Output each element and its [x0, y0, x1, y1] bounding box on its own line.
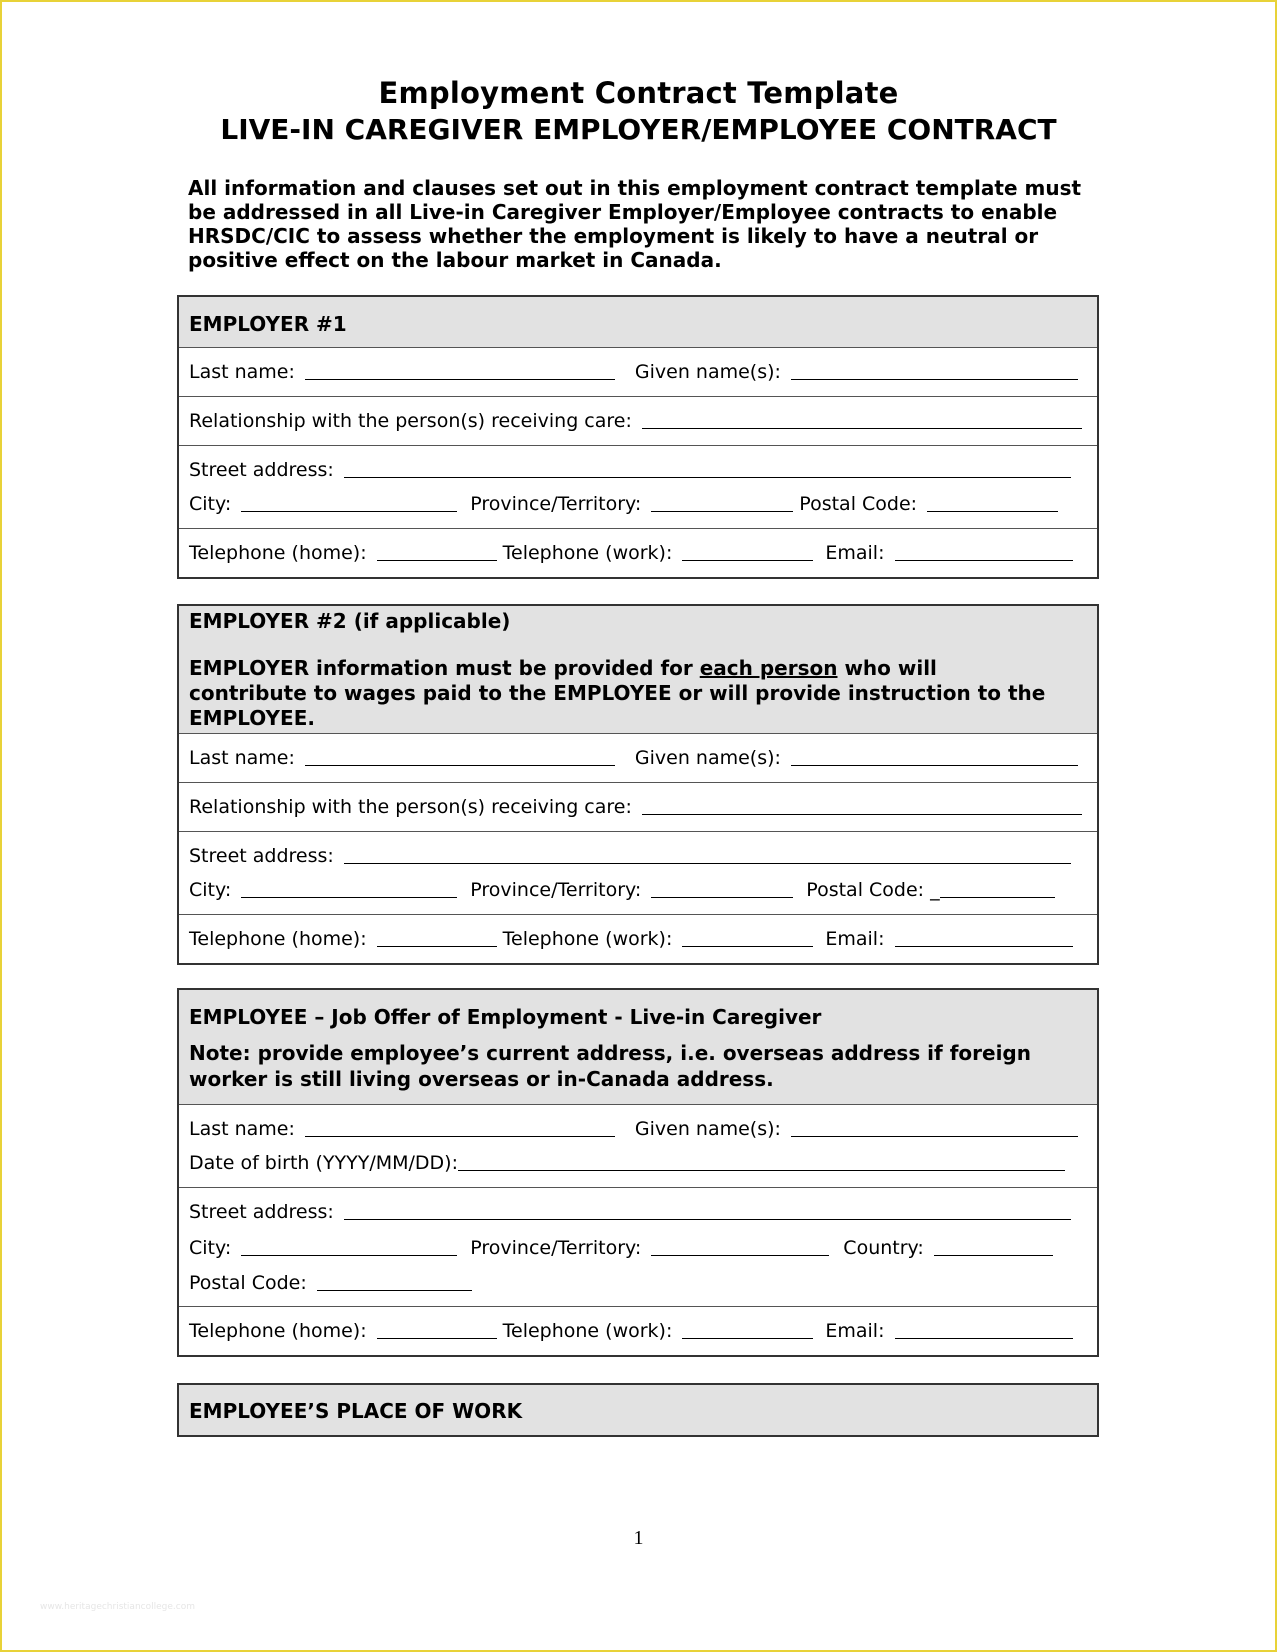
city-label: City:: [189, 493, 232, 515]
date-of-birth-label: Date of birth (YYYY/MM/DD):: [189, 1152, 458, 1174]
place-of-work-header: [179, 1385, 1097, 1435]
telephone-home-label: Telephone (home):: [189, 542, 367, 564]
intro-line: positive effect on the labour market in Canada.: [188, 248, 722, 272]
telephone-work-label: Telephone (work):: [502, 1320, 673, 1342]
employer2-contact-row: [179, 914, 1097, 963]
telephone-work-field[interactable]: [682, 1319, 813, 1339]
city-field[interactable]: [241, 878, 457, 898]
postal-code-field[interactable]: [940, 878, 1055, 898]
intro-line: be addressed in all Live-in Caregiver Employer/Employee contracts to enable: [188, 200, 1058, 224]
email-field[interactable]: [895, 927, 1073, 947]
email-field[interactable]: [895, 541, 1073, 561]
street-address-field[interactable]: [344, 458, 1071, 478]
telephone-work-field[interactable]: [682, 541, 813, 561]
street-address-label: Street address:: [189, 1201, 334, 1223]
employer2-name-row: [179, 733, 1097, 782]
postal-code-field[interactable]: [927, 492, 1058, 512]
given-names-field[interactable]: [791, 746, 1078, 766]
email-label: Email:: [825, 1320, 885, 1342]
street-address-label: Street address:: [189, 845, 334, 867]
email-label: Email:: [825, 542, 885, 564]
employer1-heading: EMPLOYER #1: [189, 312, 347, 336]
note-text: who will: [837, 656, 937, 680]
employer1-contact-row: [179, 528, 1097, 577]
given-names-label: Given name(s):: [634, 361, 781, 383]
postal-code-label: Postal Code:: [799, 493, 918, 515]
city-label: City:: [189, 1237, 232, 1259]
last-name-field[interactable]: [305, 746, 615, 766]
given-names-label: Given name(s):: [634, 1118, 781, 1140]
place-of-work-heading: EMPLOYEE’S PLACE OF WORK: [189, 1399, 523, 1423]
relationship-field[interactable]: [642, 795, 1082, 815]
telephone-work-field[interactable]: [682, 927, 813, 947]
note-text: Note: provide employee’s current address, i.e. overseas address if foreign: [189, 1041, 1031, 1065]
employer2-note: [179, 656, 1097, 731]
telephone-home-field[interactable]: [377, 1319, 497, 1339]
telephone-home-label: Telephone (home):: [189, 928, 367, 950]
email-field[interactable]: [895, 1319, 1073, 1339]
note-emphasis: each person: [699, 656, 838, 680]
city-label: City:: [189, 879, 232, 901]
telephone-work-label: Telephone (work):: [502, 542, 673, 564]
employer1-name-row: [179, 347, 1097, 396]
note-text: EMPLOYEE.: [189, 706, 315, 730]
relationship-label: Relationship with the person(s) receiving care:: [189, 796, 632, 818]
country-field[interactable]: [934, 1236, 1053, 1256]
employee-contact-row: [179, 1306, 1097, 1355]
watermark: www.heritagechristiancollege.com: [40, 1602, 195, 1612]
relationship-field[interactable]: [642, 409, 1082, 429]
employer2-heading: EMPLOYER #2 (if applicable): [189, 609, 511, 633]
given-names-field[interactable]: [791, 1117, 1078, 1137]
province-field[interactable]: [651, 492, 793, 512]
city-field[interactable]: [241, 1236, 457, 1256]
document-title: Employment Contract Template: [378, 76, 899, 110]
last-name-label: Last name:: [189, 747, 295, 769]
intro-line: All information and clauses set out in this employment contract template must: [188, 176, 1082, 200]
note-text: contribute to wages paid to the EMPLOYEE or will provide instruction to the: [189, 681, 1046, 705]
employer2-section: [177, 604, 1099, 965]
employer2-relationship-row: [179, 782, 1097, 831]
telephone-home-field[interactable]: [377, 927, 497, 947]
postal-code-field[interactable]: [317, 1271, 472, 1291]
employer1-relationship-row: [179, 396, 1097, 445]
telephone-home-label: Telephone (home):: [189, 1320, 367, 1342]
note-text: worker is still living overseas or in-Canada address.: [189, 1067, 774, 1091]
last-name-field[interactable]: [305, 1117, 615, 1137]
last-name-label: Last name:: [189, 361, 295, 383]
province-field[interactable]: [651, 878, 793, 898]
postal-code-label: Postal Code:: [189, 1272, 307, 1294]
date-of-birth-field[interactable]: [458, 1151, 1065, 1171]
province-label: Province/Territory:: [470, 493, 642, 515]
employer1-header: [179, 297, 1097, 347]
employee-heading: EMPLOYEE – Job Offer of Employment - Live-in Caregiver: [189, 1005, 822, 1029]
telephone-work-label: Telephone (work):: [502, 928, 673, 950]
province-label: Province/Territory:: [470, 1237, 642, 1259]
intro-line: HRSDC/CIC to assess whether the employment is likely to have a neutral or: [188, 224, 1039, 248]
document-subtitle: LIVE-IN CAREGIVER EMPLOYER/EMPLOYEE CONTRACT: [220, 113, 1057, 146]
page-number: 1: [633, 1527, 644, 1549]
employee-address-row: [179, 1187, 1097, 1306]
given-names-field[interactable]: [791, 360, 1078, 380]
employee-name-row: [179, 1104, 1097, 1187]
city-field[interactable]: [241, 492, 457, 512]
note-text: EMPLOYER information must be provided for: [189, 656, 700, 680]
intro-paragraph: [188, 176, 1088, 272]
last-name-label: Last name:: [189, 1118, 295, 1140]
place-of-work-section: [177, 1383, 1099, 1437]
employee-section: [177, 988, 1099, 1357]
postal-code-label: Postal Code: _: [806, 879, 940, 901]
province-label: Province/Territory:: [470, 879, 642, 901]
last-name-field[interactable]: [305, 360, 615, 380]
employee-header: [179, 990, 1097, 1104]
employer1-section: [177, 295, 1099, 579]
employer2-address-row: [179, 831, 1097, 914]
street-address-field[interactable]: [344, 844, 1071, 864]
street-address-field[interactable]: [344, 1200, 1071, 1220]
street-address-label: Street address:: [189, 459, 334, 481]
employee-note: [179, 1040, 1097, 1092]
country-label: Country:: [843, 1237, 924, 1259]
employer2-header: [179, 606, 1097, 733]
given-names-label: Given name(s):: [634, 747, 781, 769]
email-label: Email:: [825, 928, 885, 950]
telephone-home-field[interactable]: [377, 541, 497, 561]
employer1-address-row: [179, 445, 1097, 528]
province-field[interactable]: [651, 1236, 829, 1256]
relationship-label: Relationship with the person(s) receiving care:: [189, 410, 632, 432]
